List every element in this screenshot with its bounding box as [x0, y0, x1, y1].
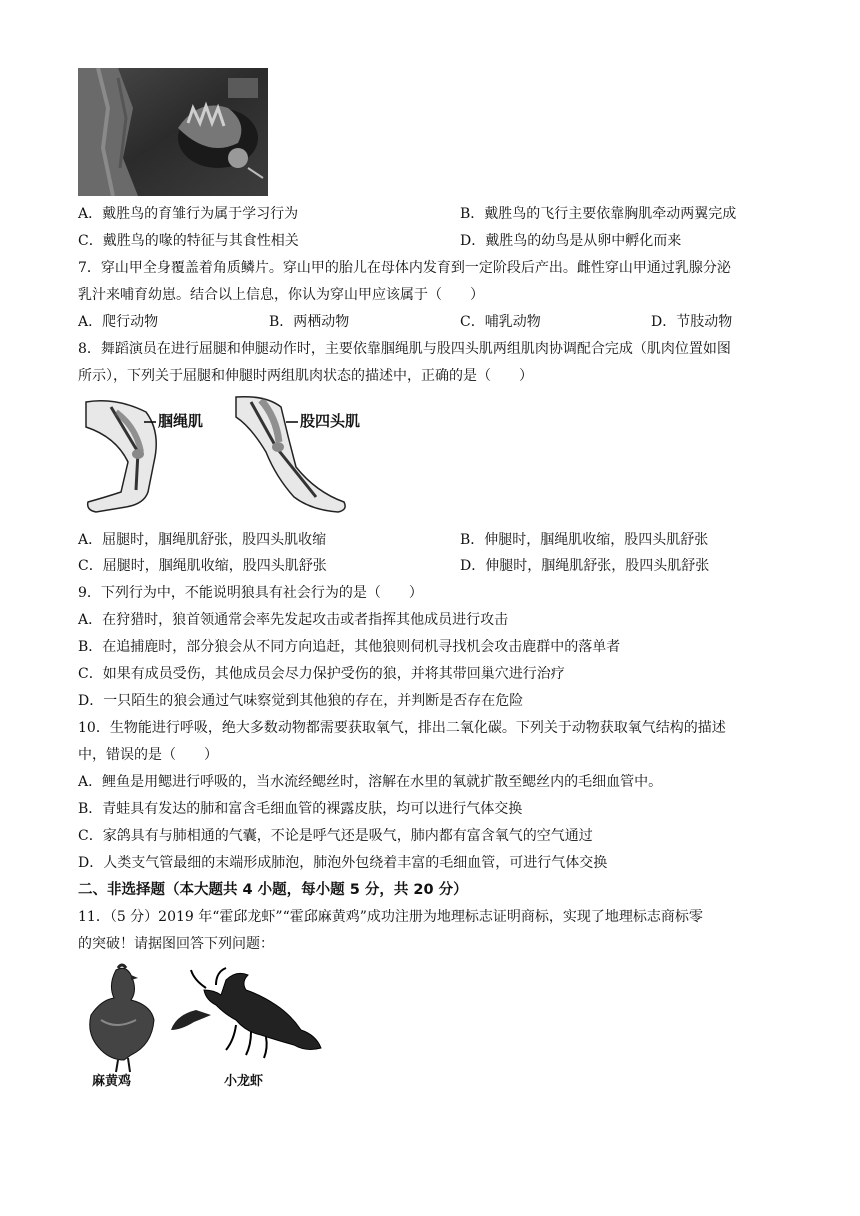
- q9-option-d: D．一只陌生的狼会通过气味察觉到其他狼的存在，并判断是否存在危险: [78, 693, 524, 709]
- hoopoe-photo: [78, 68, 268, 196]
- q9-option-c: C．如果有成员受伤，其他成员会尽力保护受伤的狼，并将其带回巢穴进行治疗: [78, 666, 565, 682]
- q7-option-a: A．爬行动物: [78, 314, 159, 330]
- q10-option-a: A．鲤鱼是用鳃进行呼吸的，当水流经鳃丝时，溶解在水里的氧就扩散至鳃丝内的毛细血管中。: [78, 774, 663, 790]
- q6-option-d: D．戴胜鸟的幼鸟是从卵中孵化而来: [460, 233, 682, 249]
- q7-option-d: D．节肢动物: [651, 314, 733, 330]
- q10-option-c: C．家鸽具有与肺相通的气囊，不论是呼气还是吸气，肺内都有富含氧气的空气通过: [78, 828, 593, 844]
- chicken-crayfish-figure: [76, 960, 326, 1090]
- q7-stem-line1: 7．穿山甲全身覆盖着角质鳞片。穿山甲的胎儿在母体内发育到一定阶段后产出。雌性穿山甲通过乳腺分泌: [78, 260, 731, 276]
- crayfish-caption: 小龙虾: [224, 1074, 264, 1089]
- q8-stem-line1: 8．舞蹈演员在进行屈腿和伸腿动作时，主要依靠腘绳肌与股四头肌两组肌肉协调配合完成（肌肉位置如图: [78, 341, 731, 357]
- leg-muscle-figure: [76, 392, 376, 522]
- q11-stem-line2: 的突破！请据图回答下列问题：: [78, 936, 274, 952]
- q11-stem-line1: 11．（5 分）2019 年“霍邱龙虾”“霍邱麻黄鸡”成功注册为地理标志证明商标，实现了地理标志商标零: [78, 909, 703, 925]
- q10-stem-line2: 中，错误的是（ ）: [78, 747, 218, 763]
- q9-option-b: B．在追捕鹿时，部分狼会从不同方向追赶，其他狼则伺机寻找机会攻击鹿群中的落单者: [78, 639, 621, 655]
- q8-stem-line2: 所示），下列关于屈腿和伸腿时两组肌肉状态的描述中，正确的是（ ）: [78, 368, 533, 384]
- q8-option-d: D．伸腿时，腘绳肌舒张，股四头肌舒张: [460, 558, 710, 574]
- q9-option-a: A．在狩猎时，狼首领通常会率先发起攻击或者指挥其他成员进行攻击: [78, 612, 509, 628]
- q6-option-b: B．戴胜鸟的飞行主要依靠胸肌牵动两翼完成: [460, 206, 737, 222]
- quadriceps-label: 股四头肌: [300, 412, 361, 430]
- q8-option-a: A．屈腿时，腘绳肌舒张，股四头肌收缩: [78, 532, 327, 548]
- section2-heading: 二、非选择题（本大题共 4 小题，每小题 5 分，共 20 分）: [78, 882, 468, 898]
- q10-stem-line1: 10．生物能进行呼吸，绝大多数动物都需要获取氧气，排出二氧化碳。下列关于动物获取氧气结构的描述: [78, 720, 726, 736]
- q9-stem: 9．下列行为中，不能说明狼具有社会行为的是（ ）: [78, 585, 423, 601]
- chicken-caption: 麻黄鸡: [92, 1074, 132, 1089]
- q7-stem-line2: 乳汁来哺育幼崽。结合以上信息，你认为穿山甲应该属于（ ）: [78, 287, 484, 303]
- q8-option-c: C．屈腿时，腘绳肌收缩，股四头肌舒张: [78, 558, 327, 574]
- q7-option-b: B．两栖动物: [269, 314, 350, 330]
- q6-option-a: A．戴胜鸟的育雏行为属于学习行为: [78, 206, 299, 222]
- q6-option-c: C．戴胜鸟的喙的特征与其食性相关: [78, 233, 299, 249]
- q10-option-d: D．人类支气管最细的末端形成肺泡，肺泡外包绕着丰富的毛细血管，可进行气体交换: [78, 855, 608, 871]
- q8-option-b: B．伸腿时，腘绳肌收缩，股四头肌舒张: [460, 532, 709, 548]
- q10-option-b: B．青蛙具有发达的肺和富含毛细血管的裸露皮肤，均可以进行气体交换: [78, 801, 523, 817]
- hamstring-label: 腘绳肌: [158, 412, 204, 430]
- q7-option-c: C．哺乳动物: [460, 314, 541, 330]
